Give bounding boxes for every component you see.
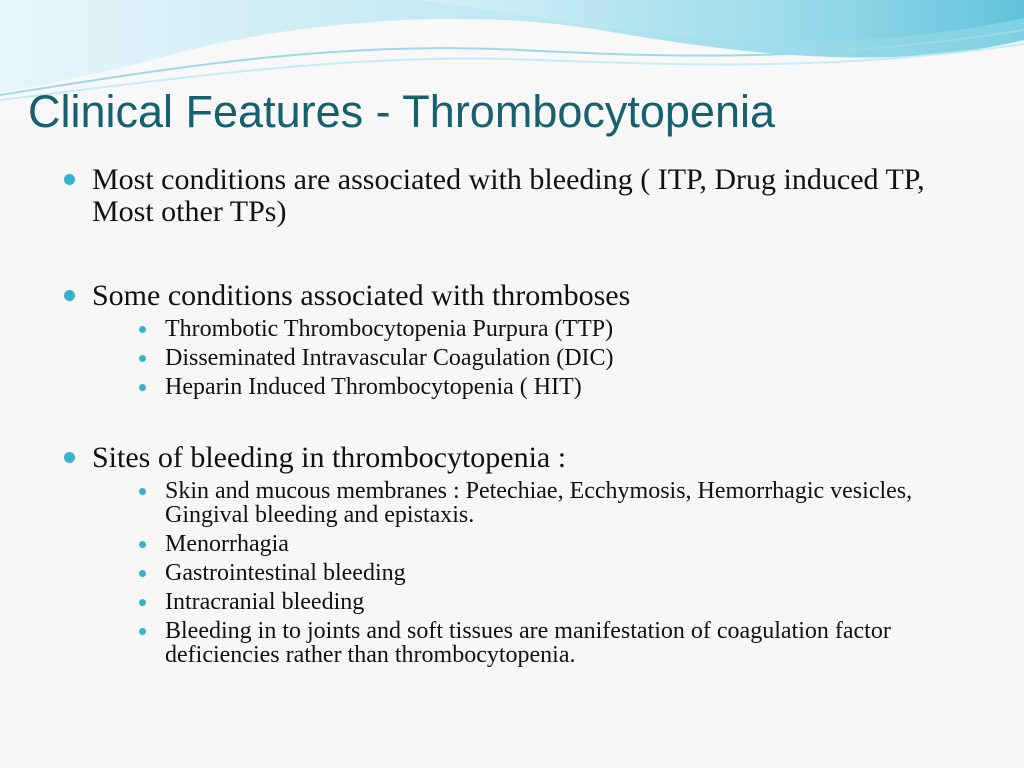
sub-bullet-dot-icon bbox=[139, 326, 146, 333]
bullet-dot-icon bbox=[64, 290, 75, 301]
bullet-item bbox=[64, 164, 984, 228]
sub-bullet-list bbox=[64, 317, 984, 399]
sub-bullet-dot-icon bbox=[139, 541, 146, 548]
sub-bullet-text: Skin and mucous membranes : Petechiae, Ecchymosis, Hemorrhagic vesicles, Gingival bleeding and epistaxis. bbox=[165, 478, 913, 528]
sub-bullet-item bbox=[64, 317, 984, 341]
sub-bullet-item bbox=[64, 346, 984, 370]
bullet-list bbox=[64, 164, 984, 672]
sub-bullet-dot-icon bbox=[139, 355, 146, 362]
sub-bullet-text: Gastrointestinal bleeding bbox=[165, 560, 406, 586]
sub-bullet-text: Intracranial bleeding bbox=[165, 589, 365, 615]
bullet-item bbox=[64, 280, 984, 312]
bullet-dot-icon bbox=[64, 452, 75, 463]
bullet-text: Some conditions associated with thromboses bbox=[92, 279, 631, 312]
sub-bullet-item bbox=[64, 561, 984, 585]
sub-bullet-list bbox=[64, 479, 984, 667]
sub-bullet-dot-icon bbox=[139, 570, 146, 577]
sub-bullet-text: Disseminated Intravascular Coagulation (DIC) bbox=[165, 345, 614, 371]
sub-bullet-item bbox=[64, 590, 984, 614]
sub-bullet-item bbox=[64, 532, 984, 556]
bullet-text: Sites of bleeding in thrombocytopenia : bbox=[92, 441, 567, 474]
sub-bullet-item bbox=[64, 375, 984, 399]
sub-bullet-item bbox=[64, 479, 984, 527]
bullet-item bbox=[64, 442, 984, 474]
sub-bullet-dot-icon bbox=[139, 599, 146, 606]
sub-bullet-dot-icon bbox=[139, 488, 146, 495]
sub-bullet-text: Menorrhagia bbox=[165, 531, 289, 557]
sub-bullet-dot-icon bbox=[139, 384, 146, 391]
sub-bullet-text: Heparin Induced Thrombocytopenia ( HIT) bbox=[165, 374, 582, 400]
sub-bullet-text: Bleeding in to joints and soft tissues are manifestation of coagulation factor deficiencies rather than thrombocytopenia. bbox=[165, 618, 891, 668]
bullet-dot-icon bbox=[64, 174, 75, 185]
sub-bullet-item bbox=[64, 619, 984, 667]
sub-bullet-text: Thrombotic Thrombocytopenia Purpura (TTP) bbox=[165, 316, 614, 342]
slide-title: Clinical Features - Thrombocytopenia bbox=[28, 86, 776, 137]
sub-bullet-dot-icon bbox=[139, 628, 146, 635]
bullet-text: Most conditions are associated with bleeding ( ITP, Drug induced TP, Most other TPs) bbox=[92, 163, 925, 228]
